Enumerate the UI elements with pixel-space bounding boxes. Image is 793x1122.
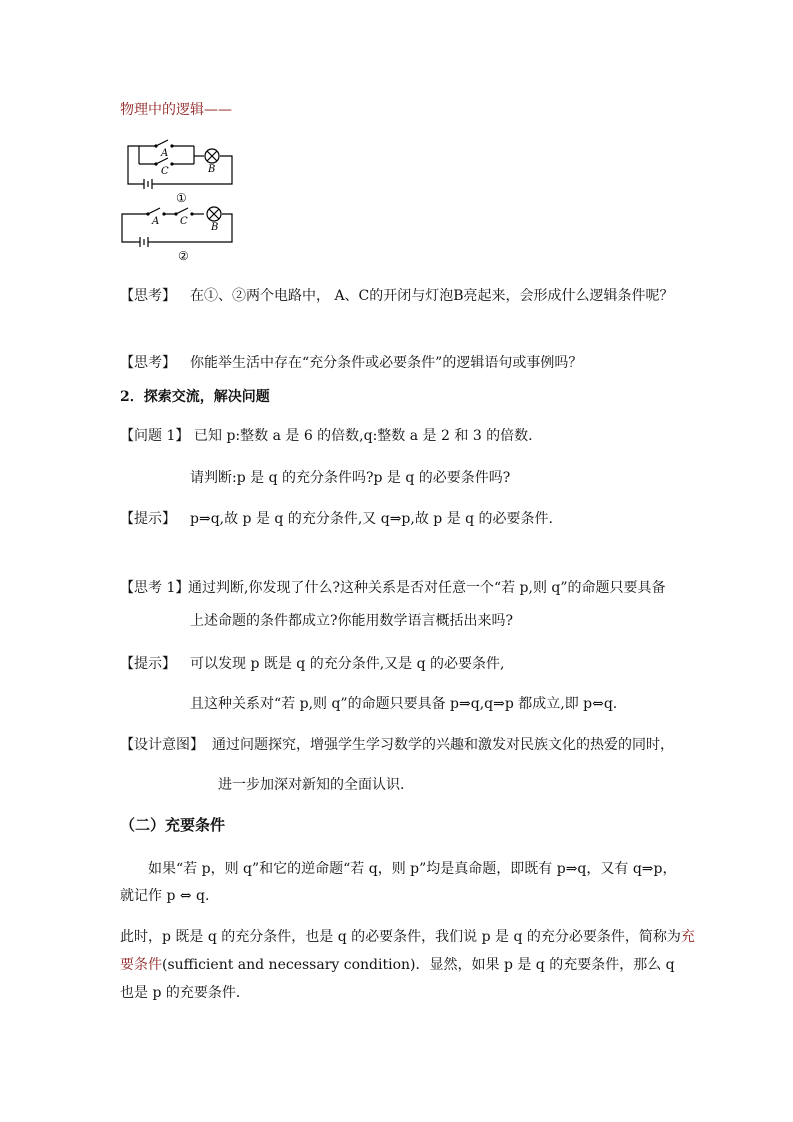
design-tag: 【设计意图】 [120,737,204,753]
think3-tag: 【思考 1】 [120,580,190,596]
think1-tag: 【思考】 [120,288,176,304]
para2-line1-text: 此时，p 既是 q 的充分条件，也是 q 的必要条件，我们说 p 是 q 的充分必要条件，简称为 [120,929,681,945]
section-heading: （二）充要条件 [120,816,226,834]
circuit2-label-a: A [152,216,160,227]
think2-tag: 【思考】 [120,355,176,371]
circuit-diagram-1 [124,136,239,206]
section2-heading: 2．探索交流，解决问题 [120,389,270,405]
circuit2-label-b: B [211,222,219,233]
hint2-tag: 【提示】 [120,656,176,672]
para1-line1: 如果“若 p，则 q”和它的逆命题“若 q，则 p”均是真命题，即既有 p⇒q，又有 q⇒p， [148,861,677,877]
problem1-tag: 【问题 1】 [120,428,190,444]
design-line1: 通过问题探究，增强学生学习数学的兴趣和激发对民族文化的热爱的同时， [212,737,674,753]
para2-line1-highlight: 充 [680,929,695,945]
hint1-tag: 【提示】 [120,511,176,527]
para2-line2-highlight: 要条件 [120,957,162,973]
para2-line2 [120,956,675,974]
problem1-line1: 已知 p:整数 a 是 6 的倍数,q:整数 a 是 2 和 3 的倍数. [194,428,533,444]
intro-heading: 物理中的逻辑—— [120,102,232,118]
think2-text: 你能举生活中存在“充分条件或必要条件”的逻辑语句或事例吗？ [190,355,583,371]
para2-line3: 也是 p 的充要条件． [120,985,250,1001]
hint2-line1: 可以发现 p 既是 q 的充分条件,又是 q 的必要条件, [190,656,505,672]
para2-line1 [120,928,695,946]
circuit-diagram-2 [118,206,238,264]
design-line2: 进一步加深对新知的全面认识. [218,777,405,793]
para2-line2-text: (sufficient and necessary condition)．显然，如果 p 是 q 的充要条件，那么 q [162,957,675,973]
circuit1-label-b: B [208,164,216,175]
circuit1-label-c: C [161,166,169,177]
think3-line2: 上述命题的条件都成立?你能用数学语言概括出来吗? [190,613,514,629]
circuit2-label-c: C [180,216,188,227]
hint1-text: p⇒q,故 p 是 q 的充分条件,又 q⇒p,故 p 是 q 的必要条件. [190,511,554,527]
para1-line2: 就记作 p ⇔ q. [120,888,210,904]
hint2-line2: 且这种关系对“若 p,则 q”的命题只要具备 p⇒q,q⇒p 都成立,即 p⇔q. [190,696,618,712]
think3-line1: 通过判断,你发现了什么?这种关系是否对任意一个“若 p,则 q”的命题只要具备 [188,580,666,596]
think1-text: 在①、②两个电路中， A、C的开闭与灯泡B亮起来，会形成什么逻辑条件呢？ [190,288,674,304]
problem1-line2: 请判断:p 是 q 的充分条件吗?p 是 q 的必要条件吗? [190,470,511,486]
circuit1-label-a: A [161,148,169,159]
circuit1-number: ① [176,191,187,205]
circuit2-number: ② [178,249,189,263]
